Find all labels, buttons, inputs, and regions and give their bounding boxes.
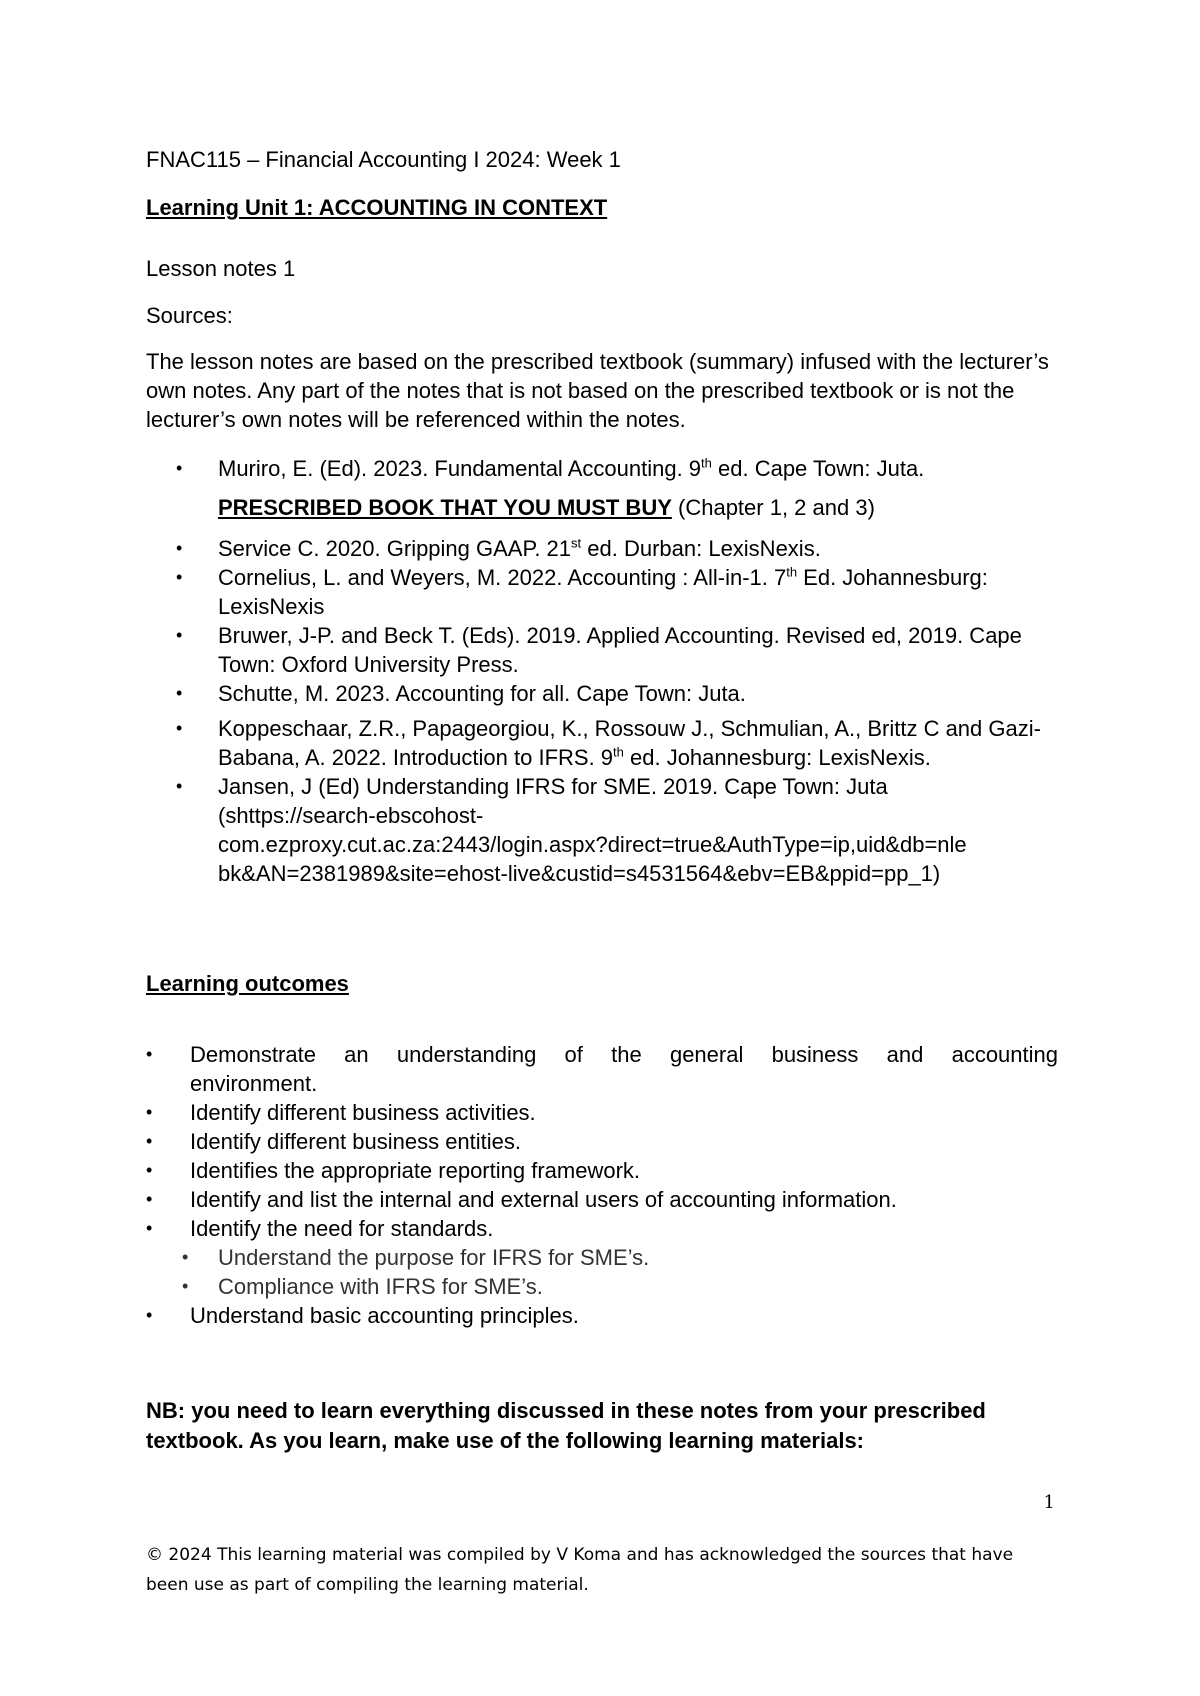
outcome-text: Understand the purpose for IFRS for SME’s. [218,1245,650,1270]
reference-list [176,454,1056,888]
bullet-icon: • [146,1218,153,1238]
outcome-text: Understand basic accounting principles. [190,1303,579,1328]
reference-text: Ed. Johannesburg: LexisNexis [218,565,988,619]
outcome-text: Identify different business activities. [190,1100,536,1125]
bullet-icon: • [182,1247,189,1267]
superscript: st [571,535,582,551]
bullet-icon: • [176,683,183,703]
page-number: 1 [1043,1492,1055,1513]
bullet-icon: • [176,776,183,796]
bullet-icon: • [146,1102,153,1122]
prescribed-label: PRESCRIBED BOOK THAT YOU MUST BUY [218,495,672,520]
outcome-item [146,1040,1058,1069]
reference-text: Muriro, E. (Ed). 2023. Fundamental Accounting. 9 [218,456,702,481]
bullet-icon: • [146,1131,153,1151]
outcome-text: Identify and list the internal and external users of accounting information. [190,1187,897,1212]
reference-item [176,772,1056,888]
outcome-item [146,1098,1058,1127]
outcome-item [146,1301,1058,1330]
reference-item [176,621,1056,679]
outcome-text: Identifies the appropriate reporting framework. [190,1158,641,1183]
reference-item [176,563,1056,621]
reference-item [176,714,1056,772]
reference-text: ed. Durban: LexisNexis. [581,536,821,561]
course-title: FNAC115 – Financial Accounting I 2024: Week 1 [146,147,621,172]
superscript: th [701,455,712,471]
outcome-text: Demonstrate an understanding of the general business and accounting [190,1042,1058,1067]
outcome-subitem [182,1272,1058,1301]
bullet-icon: • [146,1160,153,1180]
outcome-text: Identify different business entities. [190,1129,522,1154]
outcomes-list [146,1040,1058,1330]
bullet-icon: • [176,718,183,738]
lesson-label: Lesson notes 1 [146,256,296,281]
reference-item [176,534,1056,563]
bullet-icon: • [146,1044,153,1064]
superscript: th [786,564,798,580]
copyright-footer: © 2024 This learning material was compiled by V Koma and has acknowledged the sources that have been use as part of compiling the learning material. [146,1545,1014,1595]
intro-paragraph: The lesson notes are based on the prescribed textbook (summary) infused with the lecturer’s own notes. Any part of the notes that is not based on the prescribed textbook or is not the lecturer’s own notes will be referenced within the notes. [146,349,1049,432]
reference-item [176,454,1056,483]
reference-text: Koppeschaar, Z.R., Papageorgiou, K., Rossouw J., Schmulian, A., Brittz C and Gazi-Babana, A. 2022. Introduction to IFRS. 9 [218,716,1041,770]
bullet-icon: • [176,538,183,558]
outcome-item [146,1214,1058,1243]
reference-text: Service C. 2020. Gripping GAAP. 21 [218,536,572,561]
outcome-text: Identify the need for standards. [190,1216,494,1241]
nb-note: NB: you need to learn everything discussed in these notes from your prescribed textbook. As you learn, make use of the following learning materials: [146,1398,986,1453]
reference-text: ed. Johannesburg: LexisNexis. [623,745,931,770]
prescribed-note [176,493,1056,522]
bullet-icon: • [176,458,183,478]
reference-url: bk&AN=2381989&site=ehost-live&custid=s4531564&ebv=EB&ppid=pp_1) [218,861,941,886]
outcome-text: environment. [190,1071,318,1096]
outcome-text: Compliance with IFRS for SME’s. [218,1274,543,1299]
outcome-subitem [182,1243,1058,1272]
bullet-icon: • [146,1189,153,1209]
sources-label: Sources: [146,303,233,328]
bullet-icon: • [182,1276,189,1296]
outcome-item [146,1156,1058,1185]
reference-text: Schutte, M. 2023. Accounting for all. Cape Town: Juta. [218,681,746,706]
prescribed-chapters: (Chapter 1, 2 and 3) [671,495,875,520]
outcome-item-continuation [146,1069,1058,1098]
reference-text: Bruwer, J-P. and Beck T. (Eds). 2019. Applied Accounting. Revised ed, 2019. Cape Town: Oxford University Press. [218,623,1022,677]
reference-item [176,679,1056,708]
unit-title: Learning Unit 1: ACCOUNTING IN CONTEXT [146,195,608,220]
reference-text: Jansen, J (Ed) Understanding IFRS for SME. 2019. Cape Town: Juta [218,774,888,799]
reference-url: (shttps://search-ebscohost- [218,803,484,828]
outcome-item [146,1127,1058,1156]
bullet-icon: • [176,625,183,645]
superscript: th [613,744,624,760]
reference-text: Cornelius, L. and Weyers, M. 2022. Accounting : All-in-1. 7 [218,565,787,590]
outcome-item [146,1185,1058,1214]
learning-outcomes-heading: Learning outcomes [146,971,349,996]
reference-url: com.ezproxy.cut.ac.za:2443/login.aspx?direct=true&AuthType=ip,uid&db=nle [218,832,967,857]
bullet-icon: • [176,567,183,587]
bullet-icon: • [146,1305,153,1325]
reference-text: ed. Cape Town: Juta. [711,456,925,481]
